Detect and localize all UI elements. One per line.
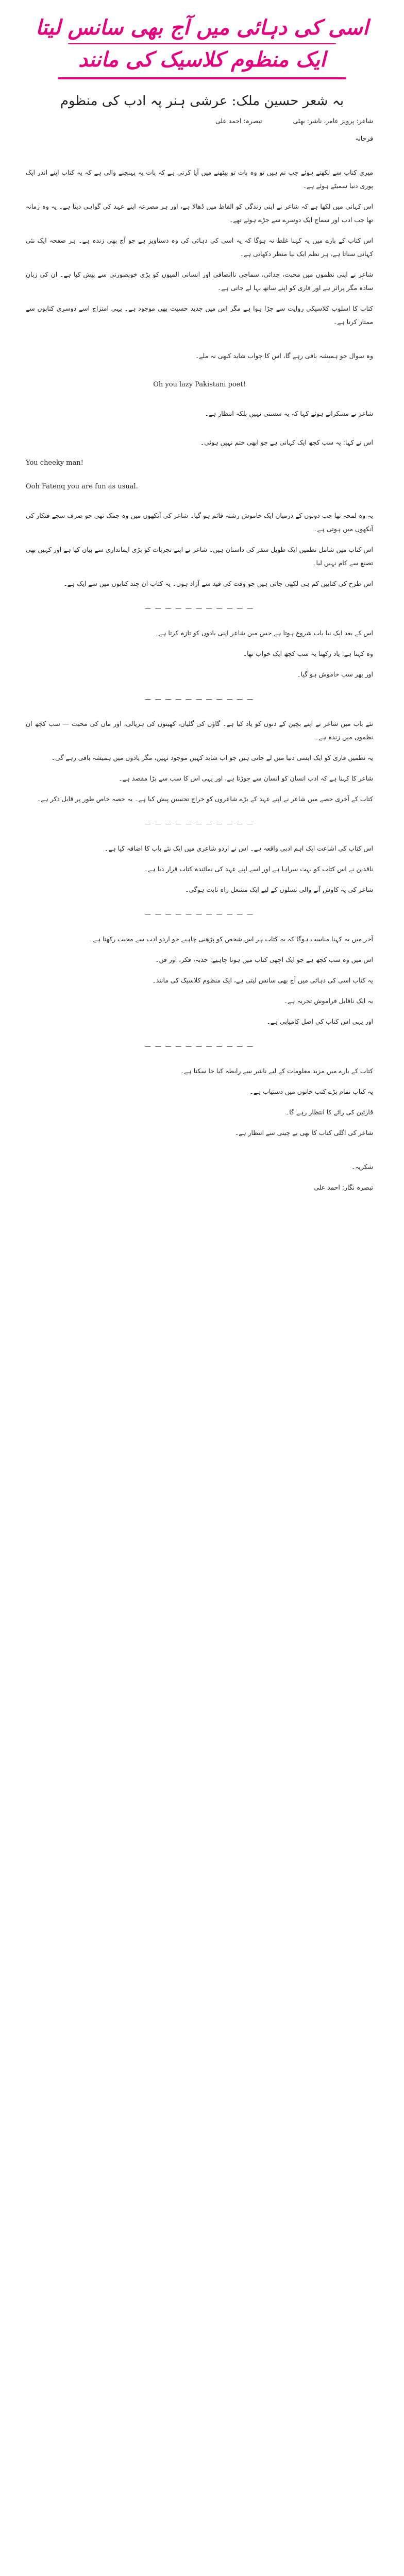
meta-date: تبصرہ: احمد علی [215,117,262,125]
dialogue: اس نے کہا: یہ سب کچھ ایک کہانی ہے جو ابھی ختم نہیں ہوئی۔ [200,438,373,446]
closing-line: تبصرہ نگار: احمد علی [314,1183,373,1191]
article-title-line-2: ایک منظوم کلاسیک کی مانند [78,47,326,72]
section-separator: — — — — — — — — — — — [144,911,255,918]
article-meta [26,114,373,128]
paragraph: ناقدین نے اس کتاب کو بہت سراہا ہے اور اسے اپنے عہد کی نمائندہ کتاب قرار دیا ہے۔ [144,865,373,873]
paragraph: شاعر کا کہنا ہے کہ ادب انسان کو انسان سے جوڑتا ہے، اور یہی اس کا سب سے بڑا مقصد ہے۔ [119,774,373,782]
paragraph: شاعر نے اپنی نظموں میں محبت، جدائی، سماجی ناانصافی اور انسانی المیوں کو بڑی خوبصورتی سے پیش کیا ہے۔ ان کی زبان سادہ مگر پراثر ہے اور قاری کو اپنے ساتھ بہا لے جاتی ہے۔ [26,270,373,292]
section-separator: — — — — — — — — — — — [144,820,255,827]
title-underline-2 [58,77,346,79]
paragraph: اس کہانی میں لکھا ہے کہ شاعر نے اپنی زندگی کو الفاظ میں ڈھالا ہے، اور ہر مصرعہ اپنے عہد کی گواہی دیتا ہے۔ یہ وہ زمانہ تھا جب ادب اور سماج ایک دوسرے سے جڑے ہوئے تھے۔ [26,202,373,224]
paragraph: کتاب کے آخری حصے میں شاعر نے اپنے عہد کے بڑے شاعروں کو خراج تحسین پیش کیا ہے۔ یہ حصہ خاص طور پر قابل ذکر ہے۔ [37,795,373,803]
paragraph: کتاب کے بارے میں مزید معلومات کے لیے ناشر سے رابطہ کیا جا سکتا ہے۔ [180,1067,373,1075]
paragraph: اس طرح کی کتابیں کم ہی لکھی جاتی ہیں جو وقت کی قید سے آزاد ہوں۔ یہ کتاب ان چند کتابوں میں سے ایک ہے۔ [63,580,373,587]
paragraph: یہ کتاب اسی کی دہائی میں آج بھی سانس لیتی ہے، ایک منظوم کلاسیک کی مانند۔ [152,976,373,984]
dialogue: وہ سوال جو ہمیشہ باقی رہے گا، اس کا جواب شاید کبھی نہ ملے۔ [195,352,373,360]
paragraph: اور یہی اس کتاب کی اصل کامیابی ہے۔ [266,1018,373,1025]
paragraph: کتاب کا اسلوب کلاسیکی روایت سے جڑا ہوا ہے مگر اس میں جدید حسیت بھی موجود ہے۔ یہی امتزاج اسے دوسری کتابوں سے ممتاز کرتا ہے۔ [26,304,373,326]
paragraph: قارئین کی رائے کا انتظار رہے گا۔ [285,1108,373,1116]
paragraph: اس کتاب میں شامل نظمیں ایک طویل سفر کی داستان ہیں۔ شاعر نے اپنے تجربات کو بڑی ایمانداری سے بیان کیا ہے اور کہیں بھی تصنع سے کام نہیں لیا۔ [26,546,373,567]
meta-author: شاعر: پرویز عامر، ناشر: بھٹی [293,117,373,125]
article-title-line-1: اسی کی دہائی میں آج بھی سانس لیتا [36,15,368,40]
paragraph: اس کتاب کے بارے میں یہ کہنا غلط نہ ہوگا کہ یہ اسی کی دہائی کی وہ دستاویز ہے جو آج بھی زندہ ہے۔ ہر صفحہ ایک نئی کہانی سناتا ہے، ہر نظم ایک نیا منظر دکھاتی ہے۔ [26,236,373,258]
paragraph: شاعر کی اگلی کتاب کا بھی بے چینی سے انتظار ہے۔ [234,1129,373,1137]
section-separator: — — — — — — — — — — — [144,1043,255,1050]
article-body [0,114,404,1194]
paragraph: یہ نظمیں قاری کو ایک ایسی دنیا میں لے جاتی ہیں جو اب شاید کہیں موجود نہیں، مگر یادوں میں ہمیشہ باقی رہے گی۔ [51,754,373,761]
meta-review: فرحانہ [355,134,373,142]
paragraph: یہ ایک ناقابل فراموش تجربہ ہے۔ [283,997,373,1005]
paragraph: میری کتاب سے لکھتے ہوئے جب تم ہیں تو وہ بات تو بیٹھنے میں آیا کرتی ہے کہ بات یہ پہنچنے والی ہے کہ یہ کتاب اپنے اندر ایک پوری دنیا سمیٹے ہوئے ہے۔ [26,168,373,190]
section-separator: — — — — — — — — — — — [144,605,255,612]
paragraph: اس کتاب کی اشاعت ایک اہم ادبی واقعہ ہے۔ اس نے اردو شاعری میں ایک نئے باب کا اضافہ کیا ہے۔ [104,844,373,852]
paragraph: یہ وہ لمحہ تھا جب دونوں کے درمیان ایک خاموش رشتہ قائم ہو گیا۔ شاعر کی آنکھوں میں وہ چمک تھی جو صرف سچے فنکار کی آنکھوں میں ہوتی ہے۔ [26,512,373,533]
section-separator: — — — — — — — — — — — [144,696,255,703]
paragraph: اس میں وہ سب کچھ ہے جو ایک اچھی کتاب میں ہونا چاہیے: جذبہ، فکر، اور فن۔ [155,956,373,963]
paragraph: یہ کتاب تمام بڑے کتب خانوں میں دستیاب ہے۔ [249,1088,373,1095]
english-quote: Oh you lazy Pakistani poet! [153,381,246,388]
paragraph: وہ کہتا ہے: یاد رکھنا یہ سب کچھ ایک خواب تھا۔ [243,650,373,657]
paragraph: نئے باب میں شاعر نے اپنے بچپن کے دنوں کو یاد کیا ہے۔ گاؤں کی گلیاں، کھیتوں کی ہریالی، اور ماں کی محبت — سب کچھ ان نظموں میں زندہ ہے۔ [26,720,373,741]
paragraph: آخر میں یہ کہنا مناسب ہوگا کہ یہ کتاب ہر اس شخص کو پڑھنی چاہیے جو اردو ادب سے محبت رکھتا ہے۔ [89,935,373,943]
dialogue: شاعر نے مسکراتے ہوئے کہا کہ یہ سستی نہیں بلکہ انتظار ہے۔ [205,410,373,417]
english-quote: Ooh Fatenq you are fun as usual. [26,483,138,490]
closing-line: شکریہ۔ [351,1163,373,1171]
paragraph: اس کے بعد ایک نیا باب شروع ہوتا ہے جس میں شاعر اپنی یادوں کو تازہ کرتا ہے۔ [155,629,373,637]
article-subtitle: بہ شعر حسین ملک: عرشی ہنر پہ ادب کی منظوم [60,93,344,109]
paragraph: شاعر کی یہ کاوش آنے والی نسلوں کے لیے ایک مشعل راہ ثابت ہوگی۔ [185,886,373,893]
english-quote: You cheeky man! [26,459,83,467]
paragraph: اور پھر سب خاموش ہو گیا۔ [297,670,373,678]
